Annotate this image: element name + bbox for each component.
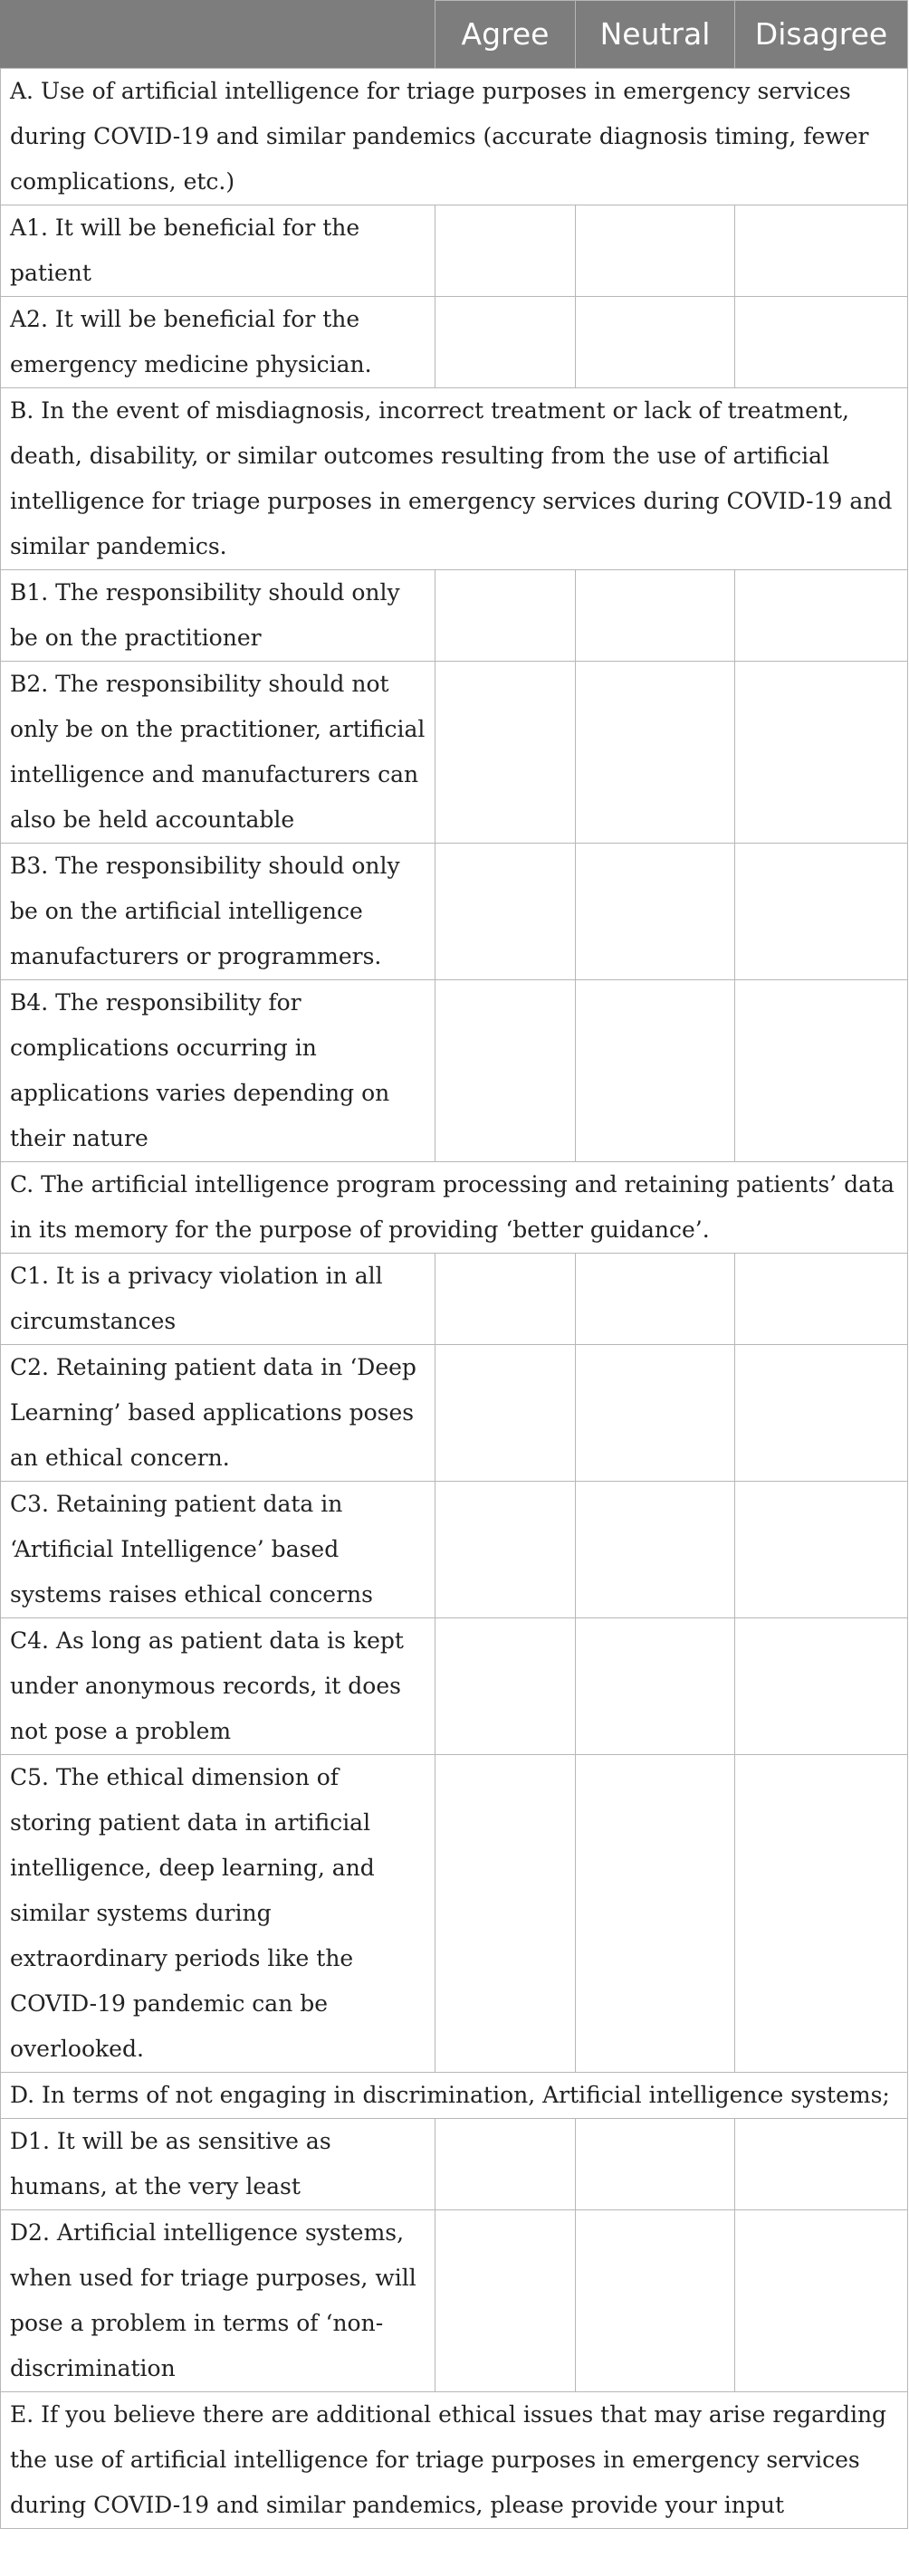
item-d1-agree-cell[interactable]: [435, 2119, 576, 2210]
section-row-d: [1, 2073, 908, 2119]
item-c3-agree-cell[interactable]: [435, 1482, 576, 1618]
item-c3-disagree-cell[interactable]: [735, 1482, 908, 1618]
section-heading-e: E. If you believe there are additional ethical issues that may arise regarding the use of artificial intelligence for triage purposes in emergency services during COVID-19 and similar pandemics, please provide your input: [1, 2392, 908, 2529]
item-b1-label: B1. The responsibility should only be on the practitioner: [1, 570, 435, 662]
item-b2-neutral-cell[interactable]: [576, 662, 735, 844]
item-row-a1: [1, 205, 908, 297]
item-c5-neutral-cell[interactable]: [576, 1755, 735, 2073]
item-c5-label: C5. The ethical dimension of storing patient data in artificial intelligence, deep learning, and similar systems during extraordinary periods like the COVID-19 pandemic can be overlooked.: [1, 1755, 435, 2073]
item-c1-disagree-cell[interactable]: [735, 1254, 908, 1345]
header-row: [1, 1, 908, 69]
item-c4-neutral-cell[interactable]: [576, 1618, 735, 1755]
item-d2-agree-cell[interactable]: [435, 2210, 576, 2392]
item-row-a2: [1, 297, 908, 388]
section-row-a: [1, 69, 908, 205]
header-disagree: Disagree: [735, 1, 908, 69]
item-c4-disagree-cell[interactable]: [735, 1618, 908, 1755]
item-row-c1: [1, 1254, 908, 1345]
item-b4-disagree-cell[interactable]: [735, 980, 908, 1162]
item-row-d1: [1, 2119, 908, 2210]
item-c1-label: C1. It is a privacy violation in all circumstances: [1, 1254, 435, 1345]
item-row-b1: [1, 570, 908, 662]
item-b2-label: B2. The responsibility should not only be on the practitioner, artificial intelligence and manufacturers can also be held accountable: [1, 662, 435, 844]
section-row-c: [1, 1162, 908, 1254]
item-c2-disagree-cell[interactable]: [735, 1345, 908, 1482]
item-row-c5: [1, 1755, 908, 2073]
item-b1-neutral-cell[interactable]: [576, 570, 735, 662]
item-c3-label: C3. Retaining patient data in ‘Artificial Intelligence’ based systems raises ethical concerns: [1, 1482, 435, 1618]
item-a1-agree-cell[interactable]: [435, 205, 576, 297]
item-d2-neutral-cell[interactable]: [576, 2210, 735, 2392]
item-a1-disagree-cell[interactable]: [735, 205, 908, 297]
item-b4-label: B4. The responsibility for complications occurring in applications varies depending on their nature: [1, 980, 435, 1162]
section-heading-c: C. The artificial intelligence program processing and retaining patients’ data in its memory for the purpose of providing ‘better guidance’.: [1, 1162, 908, 1254]
item-c5-disagree-cell[interactable]: [735, 1755, 908, 2073]
item-d2-label: D2. Artificial intelligence systems, when used for triage purposes, will pose a problem in terms of ‘non-discrimination: [1, 2210, 435, 2392]
item-c3-neutral-cell[interactable]: [576, 1482, 735, 1618]
item-b4-neutral-cell[interactable]: [576, 980, 735, 1162]
item-b3-agree-cell[interactable]: [435, 844, 576, 980]
header-agree: Agree: [435, 1, 576, 69]
section-heading-b: B. In the event of misdiagnosis, incorrect treatment or lack of treatment, death, disability, or similar outcomes resulting from the use of artificial intelligence for triage purposes in emergency services during COVID-19 and similar pandemics.: [1, 388, 908, 570]
item-b2-agree-cell[interactable]: [435, 662, 576, 844]
item-d1-label: D1. It will be as sensitive as humans, at the very least: [1, 2119, 435, 2210]
item-a2-neutral-cell[interactable]: [576, 297, 735, 388]
item-row-c3: [1, 1482, 908, 1618]
section-row-b: [1, 388, 908, 570]
item-c4-agree-cell[interactable]: [435, 1618, 576, 1755]
item-row-c4: [1, 1618, 908, 1755]
item-b3-label: B3. The responsibility should only be on the artificial intelligence manufacturers or programmers.: [1, 844, 435, 980]
section-heading-a: A. Use of artificial intelligence for triage purposes in emergency services during COVID-19 and similar pandemics (accurate diagnosis timing, fewer complications, etc.): [1, 69, 908, 205]
item-c2-label: C2. Retaining patient data in ‘Deep Learning’ based applications poses an ethical concern.: [1, 1345, 435, 1482]
item-row-b2: [1, 662, 908, 844]
item-c2-neutral-cell[interactable]: [576, 1345, 735, 1482]
item-row-b3: [1, 844, 908, 980]
item-a2-label: A2. It will be beneficial for the emergency medicine physician.: [1, 297, 435, 388]
item-b2-disagree-cell[interactable]: [735, 662, 908, 844]
item-b1-agree-cell[interactable]: [435, 570, 576, 662]
item-c2-agree-cell[interactable]: [435, 1345, 576, 1482]
section-row-e: [1, 2392, 908, 2529]
item-d2-disagree-cell[interactable]: [735, 2210, 908, 2392]
item-a1-neutral-cell[interactable]: [576, 205, 735, 297]
section-heading-d: D. In terms of not engaging in discrimination, Artificial intelligence systems;: [1, 2073, 908, 2119]
item-d1-disagree-cell[interactable]: [735, 2119, 908, 2210]
item-a2-disagree-cell[interactable]: [735, 297, 908, 388]
item-c4-label: C4. As long as patient data is kept under anonymous records, it does not pose a problem: [1, 1618, 435, 1755]
item-b3-neutral-cell[interactable]: [576, 844, 735, 980]
item-row-d2: [1, 2210, 908, 2392]
item-row-b4: [1, 980, 908, 1162]
item-row-c2: [1, 1345, 908, 1482]
item-a2-agree-cell[interactable]: [435, 297, 576, 388]
item-b3-disagree-cell[interactable]: [735, 844, 908, 980]
item-b4-agree-cell[interactable]: [435, 980, 576, 1162]
item-c1-agree-cell[interactable]: [435, 1254, 576, 1345]
header-neutral: Neutral: [576, 1, 735, 69]
item-a1-label: A1. It will be beneficial for the patient: [1, 205, 435, 297]
header-blank-cell: [1, 1, 435, 69]
item-d1-neutral-cell[interactable]: [576, 2119, 735, 2210]
item-c5-agree-cell[interactable]: [435, 1755, 576, 2073]
item-c1-neutral-cell[interactable]: [576, 1254, 735, 1345]
item-b1-disagree-cell[interactable]: [735, 570, 908, 662]
